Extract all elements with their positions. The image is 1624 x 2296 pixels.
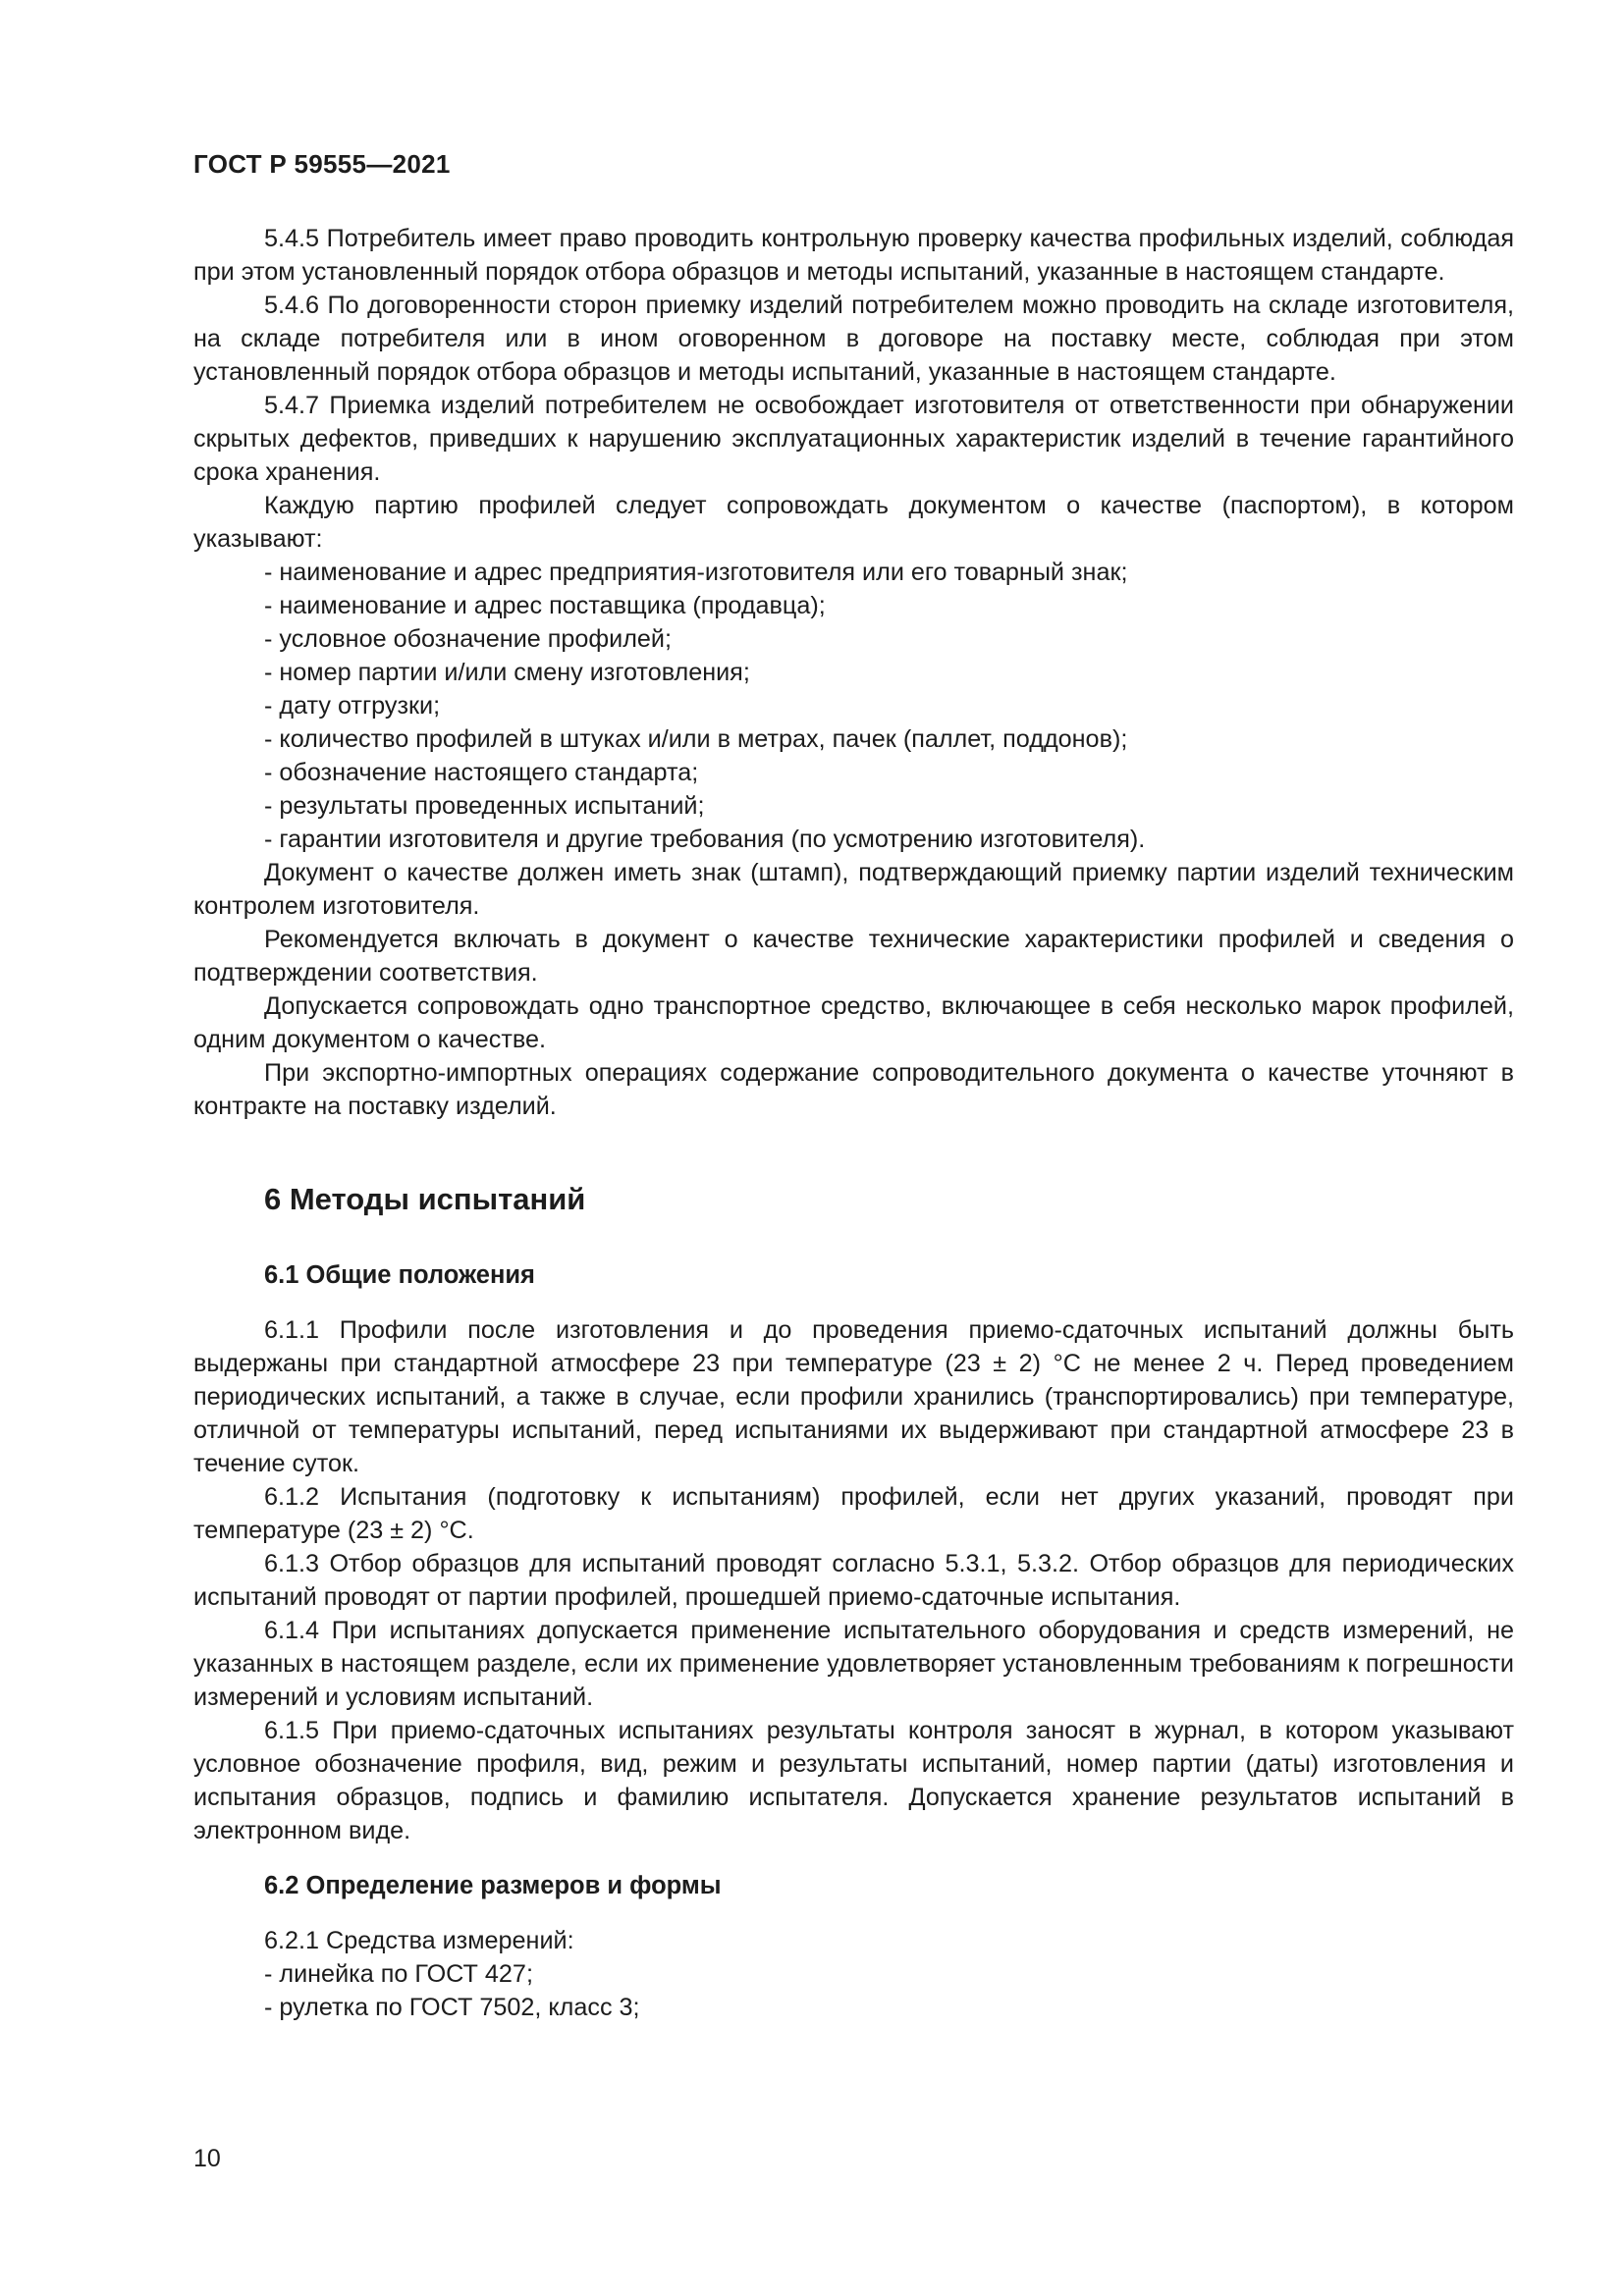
paragraph-6-1-1: 6.1.1 Профили после изготовления и до проведения приемо-сдаточных испытаний должны быть выдержаны при стандартной атмосфере 23 при температуре (23 ± 2) °С не менее 2 ч. Перед проведением периодических испытаний, а также в случае, если профили хранились (транспортировались) при температуре, отличной от температуры испытаний, перед испытаниями их выдерживают при стандартной атмосфере 23 в течение суток.: [193, 1316, 1514, 1477]
paragraph-transport: Допускается сопровождать одно транспортное средство, включающее в себя несколько марок профилей, одним документом о качестве.: [193, 992, 1514, 1053]
list-item: - наименование и адрес поставщика (продавца);: [264, 592, 826, 619]
paragraph-export: При экспортно-импортных операциях содержание сопроводительного документа о качестве уточняют в контракте на поставку изделий.: [193, 1059, 1514, 1120]
paragraph-6-1-3: 6.1.3 Отбор образцов для испытаний проводят согласно 5.3.1, 5.3.2. Отбор образцов для периодических испытаний проводят от партии профилей, прошедшей приемо-сдаточные испытания.: [193, 1550, 1514, 1611]
paragraph-6-1-2: 6.1.2 Испытания (подготовку к испытаниям) профилей, если нет других указаний, проводят при температуре (23 ± 2) °С.: [193, 1483, 1514, 1544]
page-number: 10: [193, 2145, 221, 2172]
paragraph-passport-intro: Каждую партию профилей следует сопровождать документом о качестве (паспортом), в котором указывают:: [193, 492, 1514, 553]
section-6-2-heading: 6.2 Определение размеров и формы: [264, 1872, 722, 1899]
paragraph-5-4-6: 5.4.6 По договоренности сторон приемку изделий потребителем можно проводить на складе изготовителя, на складе потребителя или в ином оговоренном в договоре на поставку месте, соблюдая при этом установленный порядок отбора образцов и методы испытаний, указанные в настоящем стандарте.: [193, 292, 1514, 386]
list-item: - наименование и адрес предприятия-изготовителя или его товарный знак;: [264, 559, 1128, 586]
document-header: ГОСТ Р 59555—2021: [193, 149, 451, 179]
list-item: - линейка по ГОСТ 427;: [264, 1960, 533, 1988]
list-item: - условное обозначение профилей;: [264, 625, 672, 653]
measuring-tools-list: [193, 1957, 1514, 2024]
paragraph-6-1-4: 6.1.4 При испытаниях допускается применение испытательного оборудования и средств измерений, не указанных в настоящем разделе, если их применение удовлетворяет установленным требованиям к погрешности измерений и условиям испытаний.: [193, 1617, 1514, 1711]
list-item: - рулетка по ГОСТ 7502, класс 3;: [264, 1994, 640, 2021]
list-item: - дату отгрузки;: [264, 692, 441, 720]
list-item: - гарантии изготовителя и другие требования (по усмотрению изготовителя).: [264, 826, 1146, 853]
list-item: - количество профилей в штуках и/или в метрах, пачек (паллет, поддонов);: [264, 725, 1128, 753]
list-item: - результаты проведенных испытаний;: [264, 792, 705, 820]
passport-contents-list: [193, 556, 1514, 856]
section-6-1-heading: 6.1 Общие положения: [264, 1261, 535, 1289]
list-item: - обозначение настоящего стандарта;: [264, 759, 699, 786]
list-item: - номер партии и/или смену изготовления;: [264, 659, 750, 686]
paragraph-5-4-7: 5.4.7 Приемка изделий потребителем не освобождает изготовителя от ответственности при обнаружении скрытых дефектов, приведших к нарушению эксплуатационных характеристик изделий в течение гарантийного срока хранения.: [193, 392, 1514, 486]
paragraph-stamp: Документ о качестве должен иметь знак (штамп), подтверждающий приемку партии изделий техническим контролем изготовителя.: [193, 859, 1514, 920]
paragraph-recommendation: Рекомендуется включать в документ о качестве технические характеристики профилей и сведения о подтверждении соответствия.: [193, 926, 1514, 987]
section-6-heading: 6 Методы испытаний: [264, 1182, 586, 1216]
document-body: [193, 222, 1514, 2024]
paragraph-5-4-5: 5.4.5 Потребитель имеет право проводить контрольную проверку качества профильных изделий, соблюдая при этом установленный порядок отбора образцов и методы испытаний, указанные в настоящем стандарте.: [193, 225, 1514, 286]
paragraph-6-2-1: 6.2.1 Средства измерений:: [264, 1927, 574, 1954]
paragraph-6-1-5: 6.1.5 При приемо-сдаточных испытаниях результаты контроля заносят в журнал, в котором указывают условное обозначение профиля, вид, режим и результаты испытаний, номер партии (даты) изготовления и испытания образцов, подпись и фамилию испытателя. Допускается хранение результатов испытаний в электронном виде.: [193, 1717, 1514, 1844]
